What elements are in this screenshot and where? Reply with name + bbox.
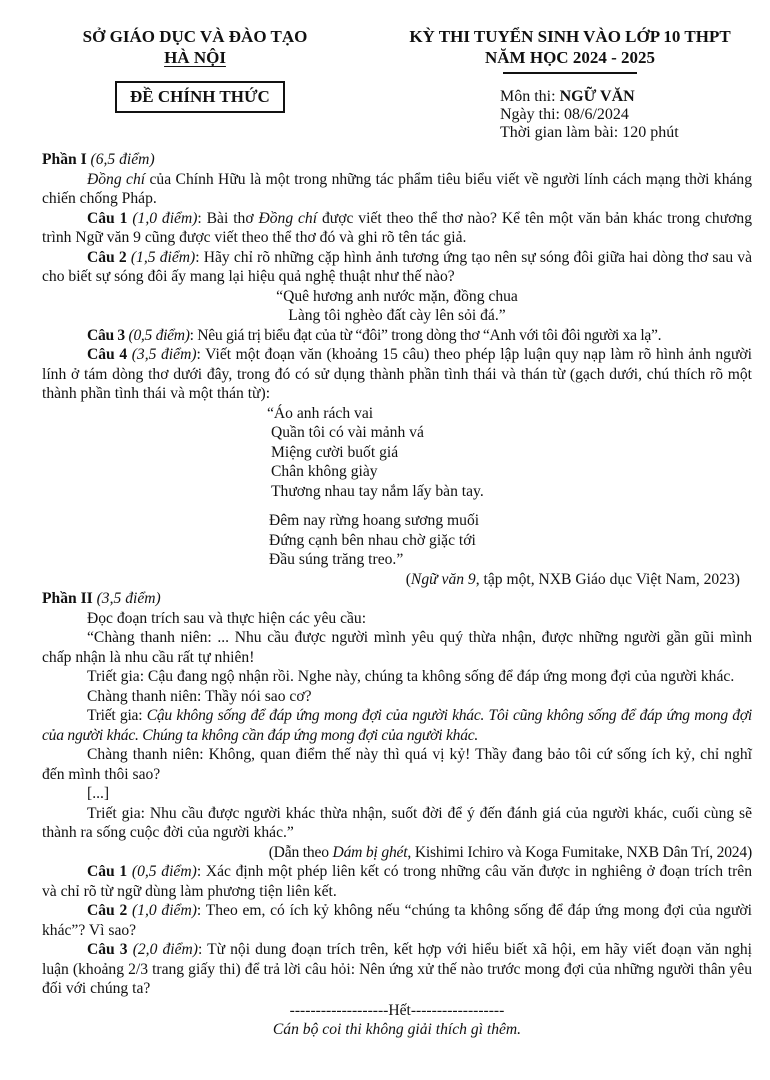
- poem-line: “Áo anh rách vai: [267, 404, 374, 422]
- excerpt-paragraph: “Chàng thanh niên: ... Nhu cầu được người mình yêu quý thừa nhận, được những người gần gũi mình chấp nhận là nhu cầu rất tự nhiên!: [42, 629, 752, 666]
- quote-line: Làng tôi nghèo đất cày lên sỏi đá.”: [288, 307, 506, 324]
- italic-passage: Cậu không sống để đáp ứng mong đợi của người khác. Tôi cũng không sống để đáp ứng mong đợi của người khác. Chúng ta không cần đáp ứng mong đợi của người khác.: [42, 707, 752, 744]
- exam-info: [500, 88, 679, 142]
- quote-line: “Quê hương anh nước mặn, đồng chua: [276, 287, 518, 305]
- poem-line: Đứng cạnh bên nhau chờ giặc tới: [269, 531, 476, 549]
- question-label: Câu 1: [87, 209, 128, 227]
- exam-body: [42, 150, 752, 1040]
- question-points: (2,0 điểm): [132, 941, 198, 958]
- question-points: (1,5 điểm): [130, 248, 196, 266]
- part1-title: Phần I: [42, 151, 87, 168]
- poem-source: [42, 570, 740, 590]
- excerpt-source: [42, 843, 752, 863]
- question-label: Câu 3: [87, 326, 125, 344]
- part1-question-4: [42, 345, 752, 404]
- part2-title: Phần II: [42, 590, 93, 607]
- source-paren: (: [405, 570, 411, 588]
- excerpt-paragraph: [42, 706, 752, 745]
- poem-line: Thương nhau tay nắm lấy bàn tay.: [271, 482, 484, 500]
- part2-points: (3,5 điểm): [96, 590, 161, 607]
- excerpt-paragraph: Chàng thanh niên: Thầy nói sao cơ?: [87, 687, 312, 705]
- part1-question-2: [42, 248, 752, 287]
- intro-text: của Chính Hữu là một trong những tác phẩm tiêu biểu viết về người lính cách mạng thời kháng chiến chống Pháp.: [42, 170, 753, 207]
- poem-title: Đồng chí: [87, 170, 146, 188]
- question-points: (1,0 điểm): [132, 209, 198, 227]
- excerpt-paragraph: Triết gia: Cậu đang ngộ nhận rồi. Nghe này, chúng ta không sống để đáp ứng mong đợi của người khác.: [87, 668, 735, 685]
- speaker: Triết gia:: [87, 707, 147, 724]
- part1-question-1: [42, 209, 752, 248]
- part1-points: (6,5 điểm): [90, 151, 155, 168]
- question-text: : Hãy chỉ rõ những cặp hình ảnh tương ứng tạo nên sự sóng đôi giữa hai dòng thơ sau và cho biết sự sóng đôi ấy mang lại hiệu quả nghệ thuật như thế nào?: [42, 248, 752, 285]
- question-label: Câu 1: [87, 863, 128, 880]
- question-text: : Nêu giá trị biểu đạt của từ “đôi” trong dòng thơ “Anh với tôi đôi người xa lạ”.: [189, 326, 662, 344]
- subject-label: Môn thi:: [500, 88, 560, 105]
- question-text: được viết theo thể thơ nào? Kể tên một văn bản khác trong chương trình Ngữ văn 9 cũng được viết theo thể thơ đó và ghi rõ tên tác giả.: [42, 209, 752, 246]
- official-label: ĐỀ CHÍNH THỨC: [115, 81, 285, 113]
- excerpt-paragraph: Triết gia: Nhu cầu được người khác thừa nhận, suốt đời để ý đến đánh giá của người khác, cuối cùng sẽ thành ra sống cuộc đời của người khác.”: [42, 804, 752, 841]
- question-points: (0,5 điểm): [131, 863, 197, 880]
- question-text: : Từ nội dung đoạn trích trên, kết hợp với hiểu biết xã hội, em hãy viết đoạn văn nghị luận (khoảng 2/3 trang giấy thi) để trả lời câu hỏi: Nên ứng xử thế nào trước mong đợi của những người thân yêu đối với chúng ta?: [42, 941, 752, 997]
- part2-instruction: Đọc đoạn trích sau và thực hiện các yêu cầu:: [87, 609, 367, 627]
- footer-note: Cán bộ coi thi không giải thích gì thêm.: [272, 1021, 522, 1038]
- department-header: [70, 26, 320, 68]
- exam-title-line2: NĂM HỌC 2024 - 2025: [485, 48, 655, 67]
- source-book: Ngữ văn 9: [410, 570, 476, 588]
- question-points: (3,5 điểm): [131, 346, 197, 363]
- question-text: : Bài thơ: [197, 209, 259, 227]
- question-text: : Theo em, có ích kỷ không nếu “chúng ta không sống để đáp ứng mong đợi của người khác”? Vì sao?: [42, 902, 752, 939]
- part2-question-3: [42, 940, 752, 999]
- department-line1: SỞ GIÁO DỤC VÀ ĐÀO TẠO: [82, 27, 308, 46]
- question-points: (1,0 điểm): [132, 902, 197, 919]
- source-text: , Kishimi Ichiro và Koga Fumitake, NXB Dân Trí, 2024): [407, 843, 752, 861]
- poem-stanza-2: [269, 511, 752, 570]
- part2-heading: [42, 589, 752, 609]
- question-points: (0,5 điểm): [128, 326, 190, 344]
- question-label: Câu 2: [87, 248, 127, 266]
- question-label: Câu 2: [87, 902, 128, 919]
- source-text: , tập một, NXB Giáo dục Việt Nam, 2023): [475, 570, 740, 588]
- title-underline: [503, 72, 637, 74]
- exam-title-header: [385, 26, 755, 74]
- source-text: (Dẫn theo: [268, 843, 333, 861]
- part1-heading: [42, 150, 752, 170]
- excerpt-paragraph: Chàng thanh niên: Không, quan điểm thế này thì quá vị kỷ! Thầy đang bảo tôi cứ sống ích kỷ, chỉ nghĩ đến mình thôi sao?: [42, 746, 752, 783]
- exam-title-line1: KỲ THI TUYỂN SINH VÀO LỚP 10 THPT: [409, 27, 731, 46]
- source-book: Dám bị ghét: [332, 843, 408, 861]
- poem-line: Miệng cười buốt giá: [271, 443, 399, 461]
- part1-intro: [42, 170, 752, 209]
- question-text: : Viết một đoạn văn (khoảng 15 câu) theo phép lập luận quy nạp làm rõ hình ảnh người lính ở tám dòng thơ dưới đây, trong đó có sử dụng thành phần tình thái và thán từ (gạch dưới, chú thích rõ một thành phần tình thái và một thán từ):: [42, 346, 752, 402]
- poem-line: Đầu súng trăng treo.”: [269, 551, 404, 568]
- department-line2: HÀ NỘI: [164, 48, 226, 67]
- exam-duration: Thời gian làm bài: 120 phút: [500, 124, 679, 141]
- poem-line: Đêm nay rừng hoang sương muối: [269, 512, 480, 529]
- question-text: : Xác định một phép liên kết có trong những câu văn được in nghiêng ở đoạn trích trên và chỉ rõ từ ngữ dùng làm phương tiện liên kết.: [42, 863, 752, 900]
- question-label: Câu 4: [87, 346, 128, 363]
- question-italic: Đồng chí: [258, 209, 318, 227]
- part1-question-3: [42, 326, 752, 346]
- part2-question-2: [42, 901, 752, 940]
- poem-line: Chân không giày: [271, 463, 378, 480]
- poem-line: Quần tôi có vài mảnh vá: [271, 424, 424, 441]
- poem-stanza-1: [267, 404, 752, 502]
- excerpt-ellipsis: [...]: [87, 785, 110, 802]
- question-label: Câu 3: [87, 941, 128, 958]
- end-mark: -------------------Hết------------------: [289, 1001, 505, 1019]
- part2-question-1: [42, 862, 752, 901]
- exam-date: Ngày thi: 08/6/2024: [500, 106, 629, 123]
- subject-value: NGỮ VĂN: [559, 88, 635, 105]
